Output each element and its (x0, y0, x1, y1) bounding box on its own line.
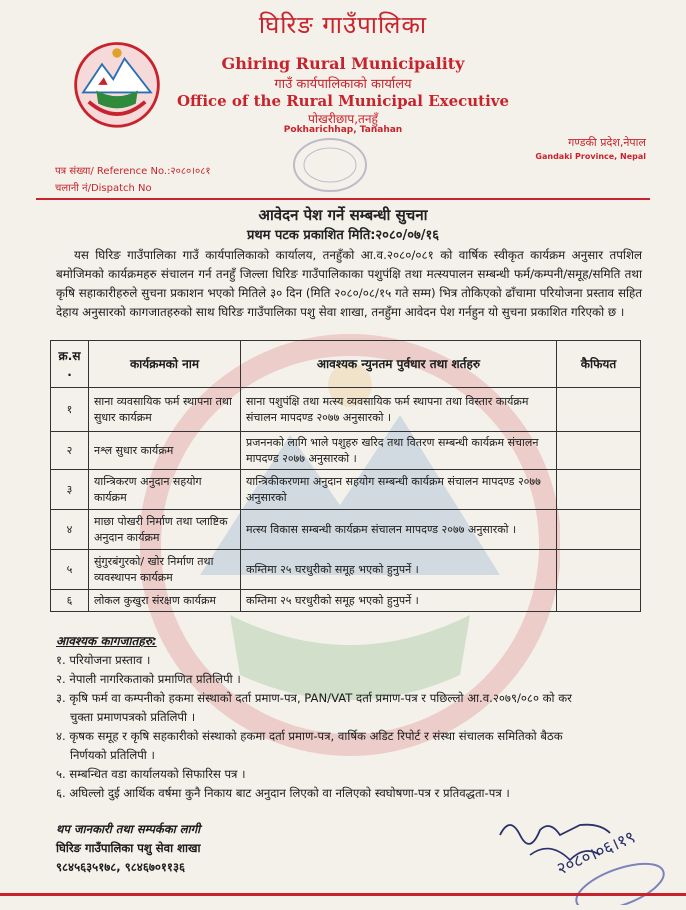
contact-phones: ९८४५६३५१७८, ९८४६७०११३६ (56, 860, 186, 874)
row-requirement: साना पशुपंक्षि तथा मत्स्य व्यवसायिक फर्म स्थापना तथा विस्तार कार्यक्रम संचालन मापदण्ड २०७७ अनुसारको । (241, 388, 557, 432)
office-stamp-icon (290, 135, 370, 195)
document-item-text: ६. अघिल्लो दुई आर्थिक वर्षमा कुनै निकाय बाट अनुदान लिएको वा नलिएको स्वघोषणा-पत्र र प्रतिवद्धता-पत्र । (56, 786, 510, 800)
notice-paragraph: यस घिरिङ गाउँपालिका गाउँ कार्यपालिकाको कार्यालय, तनहुँको आ.व.२०८०/०८१ को वार्षिक स्वीकृत कार्यक्रम अनुसार तपशिल बमोजिमको कार्यक्रमहरु संचालन गर्न तनहुँ जिल्ला घिरिङ गाउँपालिकाका पशुपंक्षि तथा मत्स्यपालन सम्बन्धी फर्म/कम्पनी/समूह/समिति तथा कृषि सहाकारीहरुले सुचना प्रकाशन भएको मितिले ३० दिन (मिति २०८०/०८/१५ गते सम्म) भित्र तोकिएको ढाँचामा परियोजना प्रस्ताव सहित देहाय अनुसारको कागजातहरुको साथ घिरिङ गाउँपालिका पशु सेवा शाखा, तनहुँमा आवेदन पेश गर्नहुन यो सुचना प्रकाशित गरिएको छ । (56, 248, 642, 319)
contact-office: घिरिङ गाउँपालिका पशु सेवा शाखा (56, 841, 201, 855)
row-program: नश्ल सुधार कार्यक्रम (89, 432, 241, 470)
reference-number: पत्र संख्या/ Reference No.:२०८०।०८१ (55, 166, 211, 177)
header-serial: क्र.स . (51, 341, 89, 388)
row-requirement: मत्स्य विकास सम्बन्धी कार्यक्रम संचालन मापदण्ड २०७७ अनुसारको । (241, 510, 557, 550)
row-requirement: प्रजननको लागि भाले पशुहरु खरिद तथा वितरण सम्बन्धी कार्यक्रम संचालन मापदण्ड २०७७ अनुसारको । (241, 432, 557, 470)
row-remarks (557, 590, 641, 612)
office-name-np: गाउँ कार्यपालिकाको कार्यालय (274, 77, 412, 92)
table-row (51, 510, 641, 550)
document-item-text: १. परियोजना प्रस्ताव । (56, 653, 151, 667)
row-serial: ६ (51, 590, 89, 612)
address-en: Pokharichhap, Tanahan (283, 125, 403, 135)
document-item-text: ५. सम्बन्धित वडा कार्यालयको सिफारिस पत्र । (56, 767, 246, 781)
header-requirement: आवश्यक न्युनतम पुर्वधार तथा शर्तहरु (241, 341, 557, 388)
row-remarks (557, 388, 641, 432)
address-np: पोखरीछाप,तनहुँ (308, 112, 378, 126)
office-name-en: Office of the Rural Municipal Executive (176, 92, 510, 110)
required-documents-list (56, 651, 646, 803)
row-program: सुंगुरबंगुरको/ खोर निर्माण तथा व्यवस्थापन कार्यक्रम (89, 550, 241, 590)
row-remarks (557, 510, 641, 550)
row-remarks (557, 432, 641, 470)
program-table (50, 340, 641, 612)
notice-title: आवेदन पेश गर्ने सम्बन्धी सुचना (258, 206, 428, 224)
table-row (51, 550, 641, 590)
row-serial: ३ (51, 470, 89, 510)
list-item (56, 651, 646, 670)
row-requirement: कम्तिमा २५ घरधुरीको समूह भएको हुनुपर्ने । (241, 550, 557, 590)
row-serial: ४ (51, 510, 89, 550)
province-block (535, 135, 646, 161)
document-item-text: २. नेपाली नागरिकताको प्रमाणित प्रतिलिपी । (56, 672, 241, 686)
table-row (51, 432, 641, 470)
list-item (56, 765, 646, 784)
list-item (56, 689, 646, 727)
row-program: लोकल कुखुरा संरक्षण कार्यक्रम (89, 590, 241, 612)
row-remarks (557, 470, 641, 510)
notice-subtitle: प्रथम पटक प्रकाशित मिति:२०८०/०७/१६ (246, 228, 440, 243)
row-requirement: कम्तिमा २५ घरधुरीको समूह भएको हुनुपर्ने । (241, 590, 557, 612)
list-item (56, 670, 646, 689)
row-program: साना व्यवसायिक फर्म स्थापना तथा सुधार कार्यक्रम (89, 388, 241, 432)
footer-divider (0, 893, 686, 896)
list-item (56, 727, 646, 765)
row-remarks (557, 550, 641, 590)
signature-date: २०८०।०६।१९ (553, 827, 639, 880)
table-row (51, 590, 641, 612)
municipality-name-en: Ghiring Rural Municipality (221, 54, 465, 73)
province-en: Gandaki Province, Nepal (535, 152, 646, 161)
row-requirement: यान्त्रिकीकरणमा अनुदान सहयोग सम्बन्धी कार्यक्रम संचालन मापदण्ड २०७७ अनुसारको (241, 470, 557, 510)
row-serial: २ (51, 432, 89, 470)
contact-block (56, 820, 201, 877)
table-header-row (51, 341, 641, 388)
row-serial: ५ (51, 550, 89, 590)
document-item-continuation: निर्णयको प्रतिलिपी । (70, 748, 155, 762)
dispatch-number: चलानी नं/Dispatch No (55, 183, 152, 194)
province-np: गण्डकी प्रदेश,नेपाल (568, 136, 646, 149)
row-program: माछा पोखरी निर्माण तथा प्लाष्टिक अनुदान कार्यक्रम (89, 510, 241, 550)
signature-stamp-icon (490, 805, 670, 905)
header-program: कार्यक्रमको नाम (89, 341, 241, 388)
header-divider (36, 198, 650, 200)
reference-block (55, 163, 211, 197)
row-serial: १ (51, 388, 89, 432)
table-row (51, 470, 641, 510)
document-item-text: ३. कृषि फर्म वा कम्पनीको हकमा संस्थाको दर्ता प्रमाण-पत्र, PAN/VAT दर्ता प्रमाण-पत्र र पछिल्लो आ.व.२०७९/०८० को कर (56, 691, 572, 705)
contact-intro: थप जानकारी तथा सम्पर्कका लागी (56, 822, 201, 836)
table-row (51, 388, 641, 432)
required-documents-heading: आवश्यक कागजातहरु: (56, 634, 157, 648)
row-program: यान्त्रिकरण अनुदान सहयोग कार्यक्रम (89, 470, 241, 510)
document-item-text: ४. कृषक समूह र कृषि सहकारीको संस्थाको हकमा दर्ता प्रमाण-पत्र, वार्षिक अडिट रिपोर्ट र संस्था संचालक समितिको बैठक (56, 729, 563, 743)
header-remarks: कैफियत (557, 341, 641, 388)
municipality-name-np: घिरिङ गाउँपालिका (258, 11, 428, 39)
list-item (56, 784, 646, 803)
document-item-continuation: चुक्ता प्रमाणपत्रको प्रतिलिपी । (70, 710, 196, 724)
